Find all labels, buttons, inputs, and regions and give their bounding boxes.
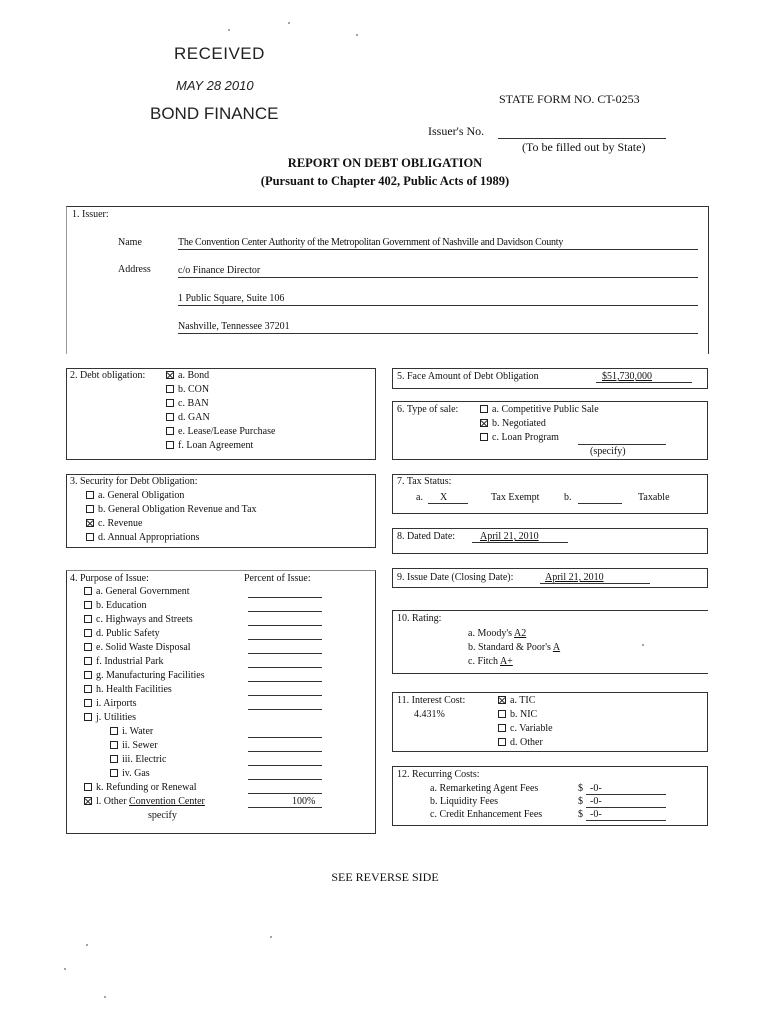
rating-fitch [468,656,513,667]
rating-fitch-value: A+ [499,656,513,667]
purpose-checkbox[interactable] [84,797,92,805]
purpose-option-label: g. Manufacturing Facilities [96,670,205,681]
type-of-sale-option[interactable] [480,432,559,443]
purpose-option-label: h. Health Facilities [96,684,172,695]
security-option[interactable] [86,532,199,543]
purpose-checkbox[interactable] [84,657,92,665]
stamp-line-received: RECEIVED [174,44,265,63]
purpose-option-label: k. Refunding or Renewal [96,782,197,793]
tax-a-text: Tax Exempt [491,492,540,503]
tax-status-label: 7. Tax Status: [397,476,452,487]
scan-speck [64,968,66,970]
security-option-label: b. General Obligation Revenue and Tax [98,504,257,515]
purpose-option-label: b. Education [96,600,147,611]
recurring-cost-currency: $ [578,809,583,820]
purpose-percent-field[interactable] [248,597,322,598]
debt-obligation-option-label: d. GAN [178,412,210,423]
recurring-cost-field[interactable] [586,820,666,821]
type-of-sale-option-label: b. Negotiated [492,418,546,429]
issuer-address2-line [178,305,698,306]
purpose-option-label: f. Industrial Park [96,656,164,667]
debt-obligation-option[interactable] [166,384,209,395]
report-title: REPORT ON DEBT OBLIGATION [287,156,483,170]
purpose-option-label: ii. Sewer [122,740,158,751]
debt-obligation-option[interactable] [166,440,253,451]
debt-obligation-option-label: b. CON [178,384,210,395]
dated-date-line [472,542,568,543]
purpose-percent-field[interactable] [248,681,322,682]
recurring-cost-item: a. Remarketing Agent Fees [430,783,539,794]
face-amount-value: $51,730,000 [602,371,652,382]
dated-date-label: 8. Dated Date: [397,531,456,542]
purpose-option[interactable] [84,642,191,653]
recurring-cost-field[interactable] [586,794,666,795]
interest-cost-checkbox[interactable] [498,710,506,718]
purpose-option[interactable] [84,656,164,667]
purpose-checkbox[interactable] [110,755,118,763]
recurring-cost-field[interactable] [586,807,666,808]
recurring-cost-value: -0- [590,809,602,820]
scan-speck [228,29,230,31]
issuer-address-line3: Nashville, Tennessee 37201 [178,321,290,332]
purpose-option[interactable] [110,726,153,737]
purpose-option-label: c. Highways and Streets [96,614,193,625]
purpose-percent-value: 100% [292,796,316,807]
purpose-checkbox[interactable] [84,629,92,637]
security-checkbox[interactable] [86,491,94,499]
type-of-sale-checkbox[interactable] [480,433,488,441]
rating-sp-value: A [552,642,561,653]
rating-fitch-label: c. Fitch [468,656,498,667]
debt-obligation-checkbox[interactable] [166,441,174,449]
tax-b-field[interactable] [578,503,622,504]
purpose-option[interactable] [84,628,160,639]
purpose-option[interactable] [110,768,150,779]
interest-cost-option-label: c. Variable [510,723,553,734]
issuer-address-line1: c/o Finance Director [178,265,261,276]
purpose-percent-field[interactable] [248,751,322,752]
purpose-label: 4. Purpose of Issue: [70,573,149,584]
debt-obligation-option[interactable] [166,370,209,381]
issuer-no-field[interactable] [498,138,666,139]
interest-cost-checkbox[interactable] [498,724,506,732]
purpose-checkbox[interactable] [84,601,92,609]
type-of-sale-option-label: a. Competitive Public Sale [492,404,599,415]
purpose-option-label: i. Airports [96,698,137,709]
rating-sp [468,642,560,653]
rating-moodys [468,628,526,639]
debt-obligation-option-label: a. Bond [178,370,210,381]
purpose-percent-field[interactable] [248,611,322,612]
purpose-option[interactable] [84,614,193,625]
purpose-checkbox[interactable] [110,769,118,777]
recurring-cost-item: b. Liquidity Fees [430,796,499,807]
purpose-option-label: iv. Gas [122,768,150,779]
recurring-cost-currency: $ [578,783,583,794]
interest-cost-checkbox[interactable] [498,696,506,704]
purpose-checkbox[interactable] [84,713,92,721]
interest-cost-option[interactable] [498,709,537,720]
purpose-percent-label: Percent of Issue: [244,573,311,584]
tax-a-label: a. [416,492,423,503]
purpose-percent-field[interactable] [248,807,322,808]
debt-obligation-checkbox[interactable] [166,413,174,421]
purpose-specify: specify [148,810,177,821]
type-of-sale-label: 6. Type of sale: [397,404,459,415]
purpose-option[interactable] [84,698,137,709]
issuer-no-label: Issuer's No. [428,124,485,138]
scan-speck [104,996,106,998]
scan-speck [642,644,644,646]
interest-cost-option-label: a. TIC [510,695,536,706]
security-option-label: d. Annual Appropriations [98,532,200,543]
scan-speck [270,936,272,938]
issuer-address-line2: 1 Public Square, Suite 106 [178,293,285,304]
debt-obligation-option[interactable] [166,398,209,409]
purpose-option[interactable] [84,670,205,681]
issuer-address1-line [178,277,698,278]
face-amount-label: 5. Face Amount of Debt Obligation [397,371,539,382]
debt-obligation-checkbox[interactable] [166,427,174,435]
purpose-checkbox[interactable] [84,587,92,595]
type-of-sale-checkbox[interactable] [480,405,488,413]
tax-a-field [428,503,468,504]
security-checkbox[interactable] [86,519,94,527]
interest-cost-checkbox[interactable] [498,738,506,746]
purpose-percent-field[interactable] [248,625,322,626]
purpose-checkbox[interactable] [110,727,118,735]
tax-b-text: Taxable [638,492,670,503]
dated-date-value: April 21, 2010 [480,531,539,542]
purpose-percent-field[interactable] [248,653,322,654]
purpose-other-value: Convention Center [129,796,205,807]
purpose-option-label: l. Other [96,796,127,807]
purpose-percent-field[interactable] [248,667,322,668]
purpose-checkbox[interactable] [84,699,92,707]
purpose-checkbox[interactable] [84,783,92,791]
purpose-percent-field[interactable] [248,737,322,738]
security-option-label: a. General Obligation [98,490,185,501]
purpose-percent-field[interactable] [248,793,322,794]
purpose-option-label: iii. Electric [122,754,167,765]
debt-obligation-option-label: c. BAN [178,398,209,409]
security-checkbox[interactable] [86,533,94,541]
purpose-checkbox[interactable] [84,685,92,693]
purpose-option[interactable] [110,740,158,751]
recurring-cost-value: -0- [590,796,602,807]
type-of-sale-option[interactable] [480,404,599,415]
issue-date-label: 9. Issue Date (Closing Date): [397,572,514,583]
debt-obligation-option[interactable] [166,412,210,423]
purpose-option[interactable] [84,782,197,793]
issuer-section-label: 1. Issuer: [72,209,109,220]
purpose-option[interactable] [84,586,190,597]
scan-speck [86,944,88,946]
interest-cost-option-label: b. NIC [510,709,538,720]
rating-moodys-label: a. Moody's [468,628,513,639]
purpose-checkbox[interactable] [84,671,92,679]
purpose-checkbox[interactable] [84,615,92,623]
debt-obligation-checkbox[interactable] [166,399,174,407]
purpose-percent-field[interactable] [248,695,322,696]
type-of-sale-specify: (specify) [590,446,626,457]
type-of-sale-option[interactable] [480,418,546,429]
purpose-checkbox[interactable] [110,741,118,749]
purpose-option[interactable] [84,796,205,807]
interest-cost-option[interactable] [498,723,553,734]
issuer-name-label: Name [118,237,142,248]
debt-obligation-checkbox[interactable] [166,371,174,379]
interest-cost-value: 4.431% [414,709,445,720]
form-number: STATE FORM NO. CT-0253 [499,92,640,106]
issue-date-value: April 21, 2010 [545,572,604,583]
purpose-checkbox[interactable] [84,643,92,651]
rating-sp-label: b. Standard & Poor's [468,642,551,653]
tax-b-label: b. [564,492,572,503]
purpose-percent-field[interactable] [248,765,322,766]
purpose-percent-field[interactable] [248,639,322,640]
issuer-address-label: Address [118,264,151,275]
purpose-option[interactable] [84,684,172,695]
tax-a-mark[interactable]: X [440,492,448,503]
purpose-option[interactable] [84,712,136,723]
security-checkbox[interactable] [86,505,94,513]
issuer-section [66,206,709,354]
debt-obligation-label: 2. Debt obligation: [70,370,146,381]
see-reverse-side: SEE REVERSE SIDE [331,870,439,884]
purpose-option-label: a. General Government [96,586,190,597]
interest-cost-option[interactable] [498,695,535,706]
type-of-sale-option-label: c. Loan Program [492,432,559,443]
purpose-percent-field[interactable] [248,779,322,780]
recurring-cost-item: c. Credit Enhancement Fees [430,809,543,820]
report-subtitle: (Pursuant to Chapter 402, Public Acts of 1989) [260,174,510,188]
purpose-option[interactable] [110,754,166,765]
stamp-line-date: MAY 28 2010 [176,78,254,93]
face-amount-line [596,382,692,383]
debt-obligation-option-label: e. Lease/Lease Purchase [178,426,276,437]
debt-obligation-option[interactable] [166,426,275,437]
interest-cost-option-label: d. Other [510,737,543,748]
interest-cost-label: 11. Interest Cost: [397,695,466,706]
security-option[interactable] [86,518,142,529]
type-of-sale-checkbox[interactable] [480,419,488,427]
debt-obligation-checkbox[interactable] [166,385,174,393]
loan-program-field[interactable] [578,444,666,445]
debt-obligation-option-label: f. Loan Agreement [178,440,254,451]
recurring-costs-label: 12. Recurring Costs: [397,769,480,780]
issuer-name-value: The Convention Center Authority of the Metropolitan Government of Nashville and Davidson County [178,237,564,248]
purpose-option-label: i. Water [122,726,154,737]
issuer-name-line [178,249,698,250]
stamp-line-office: BOND FINANCE [150,104,279,123]
security-option[interactable] [86,504,257,515]
issue-date-line [540,583,650,584]
security-label: 3. Security for Debt Obligation: [70,476,198,487]
purpose-option-label: d. Public Safety [96,628,160,639]
rating-label: 10. Rating: [397,613,442,624]
security-option[interactable] [86,490,184,501]
rating-moodys-value: A2 [513,628,527,639]
recurring-cost-value: -0- [590,783,602,794]
interest-cost-option[interactable] [498,737,543,748]
purpose-option-label: j. Utilities [96,712,136,723]
recurring-cost-currency: $ [578,796,583,807]
purpose-option-label: e. Solid Waste Disposal [96,642,191,653]
security-option-label: c. Revenue [98,518,143,529]
issuer-address3-line [178,333,698,334]
issuer-no-note: (To be filled out by State) [522,140,646,154]
purpose-option[interactable] [84,600,147,611]
scan-speck [356,34,358,36]
purpose-percent-field[interactable] [248,709,322,710]
scan-speck [288,22,290,24]
